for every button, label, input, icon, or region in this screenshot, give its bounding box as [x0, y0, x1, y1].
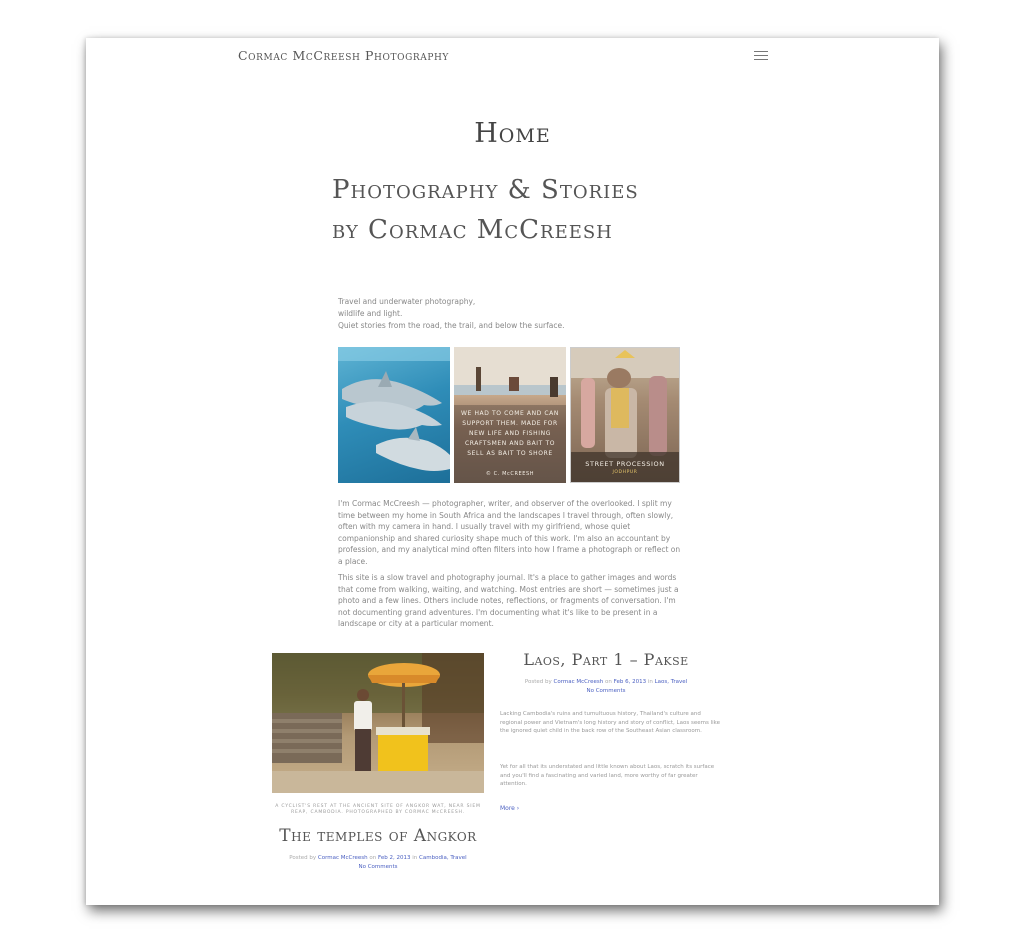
- angkor-illustration: [272, 653, 484, 793]
- tagline: [338, 296, 564, 332]
- tagline-line: Travel and underwater photography,: [338, 297, 476, 306]
- photo-caption: STREET PROCESSION: [585, 460, 665, 468]
- page-container: [86, 38, 939, 905]
- tagline-line: wildlife and light.: [338, 309, 403, 318]
- meta-text: Posted by: [524, 679, 552, 685]
- author-link[interactable]: Cormac McCreesh: [553, 679, 604, 685]
- photo-credit: © C. McCREESH: [485, 471, 535, 477]
- meta-text: on: [605, 679, 612, 685]
- hamburger-menu-icon[interactable]: [754, 48, 768, 62]
- photo-gallery: [338, 347, 680, 483]
- comments-link[interactable]: No Comments: [358, 864, 398, 870]
- post-excerpt: Lacking Cambodia's ruins and tumultuous history, Thailand's culture and regional power and Vietnam's long history and story of conflict, Laos seems like the ignored quiet child in the back row of the Southeast Asian classroom.: [500, 711, 721, 734]
- author-link[interactable]: Cormac McCreesh: [317, 855, 368, 861]
- intro-paragraph: This site is a slow travel and photography journal. It's a place to gather images and words that come from walking, waiting, and watching. Most entries are short — sometimes just a photo and a few lines. Others include notes, reflections, or fragments of conversation. I'm not documenting grand adventures. I'm documenting what it's like to be present in a landscape or city at a particular moment.: [338, 573, 679, 628]
- date-link[interactable]: Feb 2, 2013: [378, 855, 411, 861]
- post-title[interactable]: The temples of Angkor: [279, 826, 477, 846]
- tagline-line: Quiet stories from the road, the trail, and below the surface.: [338, 321, 565, 330]
- beach-photo[interactable]: [454, 347, 566, 483]
- meta-text: on: [369, 855, 377, 861]
- dolphins-photo[interactable]: [338, 347, 450, 483]
- photo-caption: WE HAD TO COME AND CAN SUPPORT THEM. MADE FOR NEW LIFE AND FISHING CRAFTSMEN AND BAIT TO SELL AS BAIT TO SHORE: [461, 410, 559, 457]
- page-title: Home: [474, 118, 551, 149]
- hero-title: Photography & Stories by Cormac McCreesh: [332, 175, 639, 245]
- comments-link[interactable]: No Comments: [586, 688, 626, 694]
- post-excerpt: Yet for all that its understated and little known about Laos, scratch its surface and you'll find a fascinating and varied land, more worthy of far greater attention.: [500, 764, 715, 787]
- meta-text: in: [412, 855, 418, 861]
- post-meta: [496, 678, 716, 696]
- intro-paragraph: I'm Cormac McCreesh — photographer, writer, and observer of the overlooked. I split my time between my home in South Africa and the landscapes I travel through, often slowly, often with my camera in hand. I usually travel with my girlfriend, whose quiet companionship and shared curiosity shape much of this work. I'm also an accountant by profession, and my analytical mind often filters into how I frame a photograph or reflect on a place.: [338, 499, 681, 566]
- meta-text: in: [647, 679, 653, 685]
- date-link[interactable]: Feb 6, 2013: [613, 679, 647, 685]
- street-procession-photo[interactable]: [570, 347, 680, 483]
- angkor-photo[interactable]: [272, 653, 484, 793]
- category-link[interactable]: Laos, Travel: [654, 679, 688, 685]
- photo-credit: JODHPUR: [612, 470, 638, 475]
- photo-caption: A CYCLIST'S REST AT THE ANCIENT SITE OF ANGKOR WAT, NEAR SIEM REAP, CAMBODIA. PHOTOGRAPHED BY CORMAC McCREESH.: [275, 804, 481, 815]
- site-title[interactable]: Cormac McCreesh Photography: [238, 48, 449, 63]
- dolphins-illustration: [338, 347, 450, 483]
- post-meta: [272, 854, 484, 872]
- meta-text: Posted by: [289, 855, 317, 861]
- read-more-link[interactable]: More ›: [500, 805, 520, 812]
- category-link[interactable]: Cambodia, Travel: [419, 855, 467, 861]
- post-title[interactable]: Laos, Part 1 – Pakse: [523, 650, 689, 669]
